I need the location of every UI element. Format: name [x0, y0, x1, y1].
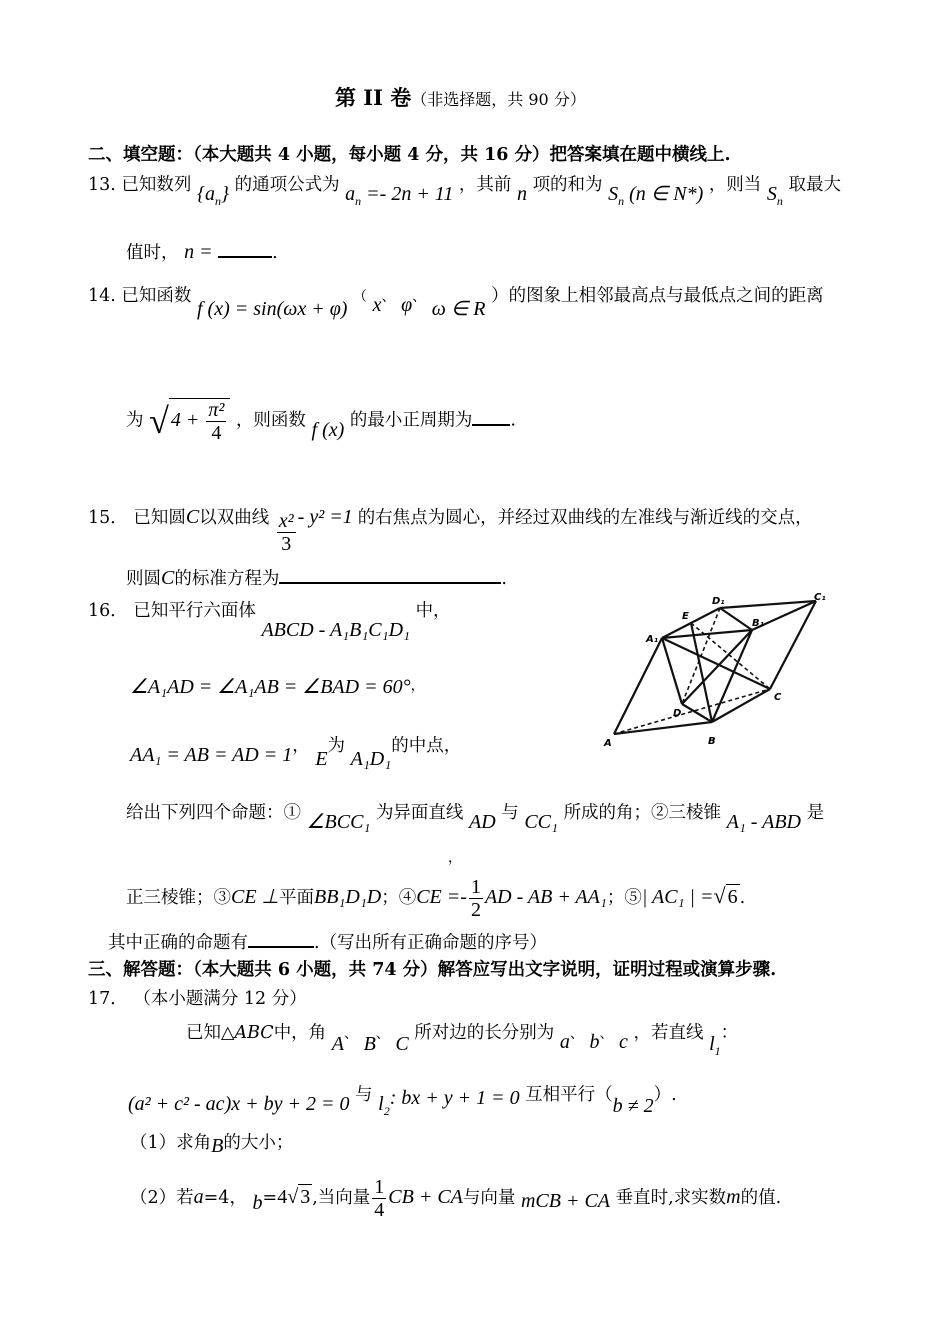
- q16-angles: ∠A₁AD = ∠A₁AB = ∠BAD = 60°: [130, 676, 411, 698]
- q13-text-3: ，其前: [458, 175, 512, 195]
- q15-number: 15．: [88, 508, 128, 529]
- q14-sqrt-a: 4 +: [170, 409, 200, 432]
- q14-sqrt-expression: √ 4 + $\frac{\text{π²}}{4}$: [149, 398, 230, 444]
- q16-frac-den: 2: [470, 899, 481, 921]
- label-b1: B₁: [752, 618, 765, 629]
- q17-part2-text-4: 与向量: [462, 1188, 516, 1208]
- q17-line2-text: 与: [355, 1085, 373, 1105]
- question-15-line-2: [126, 566, 507, 591]
- q17-part2-text-2: =4，: [203, 1188, 247, 1208]
- q17-text-2: 中，角: [273, 1023, 327, 1043]
- question-14-line-1: [88, 283, 824, 320]
- q16-tetrahedron: A₁ - ABD: [726, 811, 801, 833]
- q13-f1: {a: [197, 183, 215, 205]
- q16-line2-end: ，: [410, 679, 425, 694]
- q14-line2-text: 为: [126, 410, 144, 431]
- q13-f2-sub: n: [355, 194, 362, 208]
- q16-line4-text-4: 所成的角；②三棱锥: [563, 803, 722, 823]
- q17-part1-b: B: [211, 1135, 224, 1157]
- label-c: C: [774, 692, 782, 703]
- q16-plane-bb1d1d: BB₁D₁D: [313, 886, 382, 908]
- q16-formula-ac1: | AC₁ | =: [641, 886, 714, 908]
- q15-fraction: [277, 510, 296, 555]
- section-heading-solve: 三、解答题：（本大题共 6 小题，共 74 分）解答应写出文字说明，证明过程或演算步骤.: [88, 960, 777, 980]
- label-a1: A₁: [646, 634, 659, 645]
- hidden-edge-d1-d: [682, 608, 720, 704]
- q16-text: 已知平行六面体: [133, 601, 256, 621]
- q13-f1-end: }: [221, 183, 229, 205]
- q16-line6-text: 其中正确的命题有: [108, 933, 248, 953]
- q16-line5-text-4: ；⑤: [606, 888, 642, 908]
- question-17-line-1: [186, 1020, 739, 1058]
- q13-text-4: 项的和为: [532, 175, 603, 195]
- q17-part2-text-6: 的值.: [740, 1188, 782, 1208]
- q16-answer-blank[interactable]: [248, 930, 314, 948]
- q13-formula-sn: [608, 183, 704, 208]
- q17-line2-text-2: 互相平行（: [525, 1085, 613, 1105]
- q13-f1-sub: n: [215, 194, 221, 208]
- q16-line4-text: 给出下列四个命题：①: [126, 803, 301, 823]
- q14-sep-1: 、: [381, 289, 396, 305]
- q17-l1: l: [709, 1033, 715, 1055]
- q17-sep-1: 、: [343, 1026, 358, 1042]
- q14-formula-f: f (x) = sin(ωx + φ): [197, 298, 348, 320]
- q17-line-l1: [709, 1033, 721, 1058]
- q17-l2-sub: 2: [383, 1104, 390, 1118]
- q17-text-4: ，若直线: [633, 1023, 704, 1043]
- q16-formula-vectors: AD - AB + AA₁: [484, 886, 607, 908]
- q14-line2-formula: f (x): [311, 418, 345, 441]
- question-17-header: [88, 987, 307, 1011]
- q17-part2-four: 4: [277, 1186, 288, 1208]
- q17-part2-a: a: [193, 1186, 204, 1208]
- q16-formula-ce-perp: CE ⊥: [231, 886, 279, 908]
- q16-text-2: 中，: [415, 601, 451, 621]
- q14-fraction: [206, 399, 226, 444]
- q17-formula-line2: : bx + y + 1 = 0: [389, 1087, 520, 1109]
- q16-line-cc1: CC₁: [524, 811, 558, 833]
- question-16-line-3: [130, 733, 462, 770]
- q16-point-e: E: [315, 748, 328, 770]
- page-title: [335, 86, 586, 112]
- label-d1: D₁: [712, 596, 725, 607]
- edge-a1-c: [662, 638, 770, 689]
- q17-text: 已知△: [186, 1023, 235, 1043]
- edge-c-c1: [770, 601, 816, 689]
- q13-line2-end: .: [272, 243, 278, 263]
- q13-f4-rest: (n ∈ N*): [624, 183, 704, 205]
- q16-stray-comma: ，: [448, 850, 462, 866]
- edge-d-b: [682, 704, 712, 722]
- q14-line2-end: .: [510, 410, 516, 431]
- q13-text-6: 取最大: [788, 175, 841, 195]
- q17-sep-3: 、: [569, 1026, 584, 1042]
- q17-part1-text: （1）求角: [130, 1133, 212, 1153]
- q17-frac-den: 4: [374, 1199, 385, 1221]
- q17-score: （本小题满分 12 分）: [133, 989, 307, 1009]
- q16-formula-prism: ABCD - A₁B₁C₁D₁: [261, 619, 410, 641]
- q15-line2-end: .: [501, 569, 507, 589]
- q14-answer-blank[interactable]: [472, 408, 510, 426]
- q13-f2-rest: =- 2n + 11: [361, 183, 454, 205]
- question-13-line-1: [88, 172, 841, 208]
- q16-line6-text-2: .（写出所有正确命题的序号）: [314, 933, 548, 953]
- q15-text-2: 以双曲线: [199, 508, 270, 529]
- q13-line2-formula: n =: [184, 241, 213, 263]
- q13-text-2: 的通项公式为: [234, 175, 340, 195]
- q17-part2-m: m: [726, 1186, 741, 1208]
- q16-line3-text-2: 的中点，: [391, 736, 462, 756]
- question-16-line-5: 正三棱锥；③CE ⊥平面BB₁D₁D；④CE =- $\frac{1}{2}$ AD - AB + AA₁；⑤| AC₁ | =√ 6 .: [126, 876, 746, 921]
- q16-line5-text: 正三棱锥；③: [126, 888, 231, 908]
- q17-l1-sub: 1: [714, 1044, 721, 1058]
- q13-text-5: ，则当: [708, 175, 762, 195]
- q16-line4-text-2: 为异面直线: [375, 803, 464, 823]
- q14-paren-open: （: [353, 289, 368, 305]
- q17-text-5: ：: [720, 1023, 739, 1043]
- q13-f5-sub: n: [776, 194, 783, 208]
- edge-a1-d: [662, 638, 682, 704]
- q13-f2: a: [345, 183, 356, 205]
- q15-line2-text: 则圆: [126, 569, 161, 589]
- hidden-edge-a-c: [614, 689, 770, 734]
- q17-line2-text-3: ）.: [653, 1085, 677, 1105]
- title-sub: （非选择题，共 90 分）: [411, 90, 586, 109]
- q13-answer-blank[interactable]: [218, 240, 272, 258]
- edge-a-b: [614, 722, 712, 734]
- q17-part2-text-3: ,当向量: [312, 1188, 371, 1208]
- q17-side-c: c: [619, 1031, 628, 1053]
- q16-line4-text-5: 是: [806, 803, 825, 823]
- label-c1: C₁: [814, 592, 826, 603]
- question-15-line-1: [88, 496, 813, 555]
- question-17-line-2: [128, 1082, 677, 1118]
- q17-sep-4: 、: [599, 1026, 614, 1042]
- q17-triangle: ABC: [234, 1023, 274, 1043]
- q16-formula-ce: CE =-: [416, 886, 467, 908]
- q17-vector-1: CB + CA: [388, 1186, 463, 1208]
- q16-frac-num: 1: [470, 876, 481, 898]
- q17-part2-eq: =: [262, 1188, 278, 1208]
- edge-b1-d: [682, 630, 752, 704]
- q15-frac-den: 3: [281, 533, 292, 555]
- q15-circle-c-2: C: [161, 567, 175, 589]
- q15-text: 已知圆: [133, 508, 186, 529]
- section-heading-fill-in: 二、填空题：（本大题共 4 小题，每小题 4 分，共 16 分）把答案填在题中横线上.: [88, 145, 731, 165]
- q17-angle-c: C: [395, 1033, 409, 1055]
- q13-formula-sequence: [197, 183, 229, 208]
- q13-formula-sn-2: [766, 183, 783, 208]
- question-16-line-4: [126, 800, 825, 833]
- q17-vector-2: mCB + CA: [520, 1190, 611, 1212]
- question-16-line-2: [130, 675, 425, 699]
- q16-line5-text-2: 平面: [278, 888, 314, 908]
- title-main: 第 II 卷: [335, 85, 412, 110]
- question-16-line-6: [108, 930, 547, 955]
- q15-hyperbola: [275, 506, 358, 555]
- q16-line5-end: .: [739, 888, 746, 908]
- q13-number: 13.: [88, 175, 116, 195]
- q17-l2: l: [378, 1093, 384, 1115]
- edge-a-a1: [614, 638, 662, 734]
- q17-part2-b: b: [252, 1192, 263, 1214]
- q15-text-3: 的右焦点为圆心，并经过双曲线的左准线与渐近线的交点，: [357, 508, 813, 529]
- question-17-part-2: （2）若a=4， b=4√ 3 ,当向量 $\frac{1}{4}$ CB + CA与向量 mCB + CA 垂直时,求实数m的值.: [130, 1176, 782, 1221]
- q14-number: 14.: [88, 286, 116, 306]
- q14-formula-phi: φ: [401, 294, 413, 316]
- q14-formula-omega: ω ∈ R: [431, 298, 486, 320]
- q17-side-a: a: [559, 1031, 570, 1053]
- q17-formula-b-ne-2: b ≠ 2: [612, 1095, 654, 1117]
- q17-side-b: b: [589, 1031, 600, 1053]
- q17-frac-num: 1: [374, 1176, 385, 1198]
- q14-line2-text-2: ，则函数: [235, 410, 306, 431]
- q17-part2-sqrt3: 3: [300, 1186, 311, 1208]
- question-16-line-1: [88, 598, 451, 641]
- q16-line4-text-3: 与: [501, 803, 519, 823]
- edge-b-b1: [712, 630, 752, 722]
- q14-frac-num: π²: [208, 399, 225, 421]
- q13-f5: S: [766, 183, 777, 205]
- q16-angle-bcc1: ∠BCC₁: [306, 811, 371, 833]
- q14-text-2: ）的图象上相邻最高点与最低点之间的距离: [491, 286, 824, 306]
- q14-frac-den: 4: [211, 422, 222, 444]
- q17-number: 17．: [88, 989, 128, 1009]
- q17-formula-line1: (a² + c² - ac)x + by + 2 = 0: [128, 1093, 350, 1115]
- label-b: B: [708, 736, 716, 747]
- label-a: A: [604, 738, 612, 749]
- q13-f4-sub: n: [618, 194, 625, 208]
- question-17-part-1: [130, 1130, 293, 1155]
- q14-sep-2: 、: [412, 289, 427, 305]
- q17-angle-a: A: [331, 1033, 344, 1055]
- q15-answer-blank[interactable]: [279, 566, 501, 584]
- q17-angle-b: B: [363, 1033, 376, 1055]
- label-e: E: [682, 611, 689, 622]
- q13-line2-text: 值时，: [126, 243, 179, 263]
- q17-sep-2: 、: [375, 1026, 390, 1042]
- q14-text: 已知函数: [121, 286, 192, 306]
- edge-b-c: [712, 689, 770, 722]
- edge-d1-b1-inner: [720, 608, 752, 630]
- q14-line2-text-3: 的最小正周期为: [349, 410, 473, 431]
- label-d: D: [673, 708, 682, 719]
- q15-circle-c: C: [185, 506, 200, 529]
- question-14-line-2: [126, 398, 516, 444]
- q16-segment-a1d1: A₁D₁: [350, 748, 392, 770]
- q16-line3-comma: ，: [292, 736, 310, 756]
- q15-line2-text-2: 的标准方程为: [174, 569, 280, 589]
- parallelepiped-figure: [602, 592, 838, 752]
- q14-sqrt-body: [169, 398, 231, 444]
- q17-fraction: [372, 1176, 386, 1221]
- q17-line-l2: [378, 1093, 390, 1118]
- q13-formula-n: n: [516, 183, 527, 205]
- q17-part2-text-5: 垂直时,求实数: [615, 1188, 727, 1208]
- q15-frac-num: x²: [278, 510, 294, 532]
- q15-formula-rest: - y² =1: [297, 506, 353, 529]
- q14-formula-x: x: [372, 294, 382, 316]
- q13-f4: S: [608, 183, 619, 205]
- q16-line3-text: 为: [327, 736, 346, 756]
- q17-part1-text-2: 的大小；: [223, 1133, 294, 1153]
- q16-sqrt-6: 6: [727, 886, 738, 908]
- q16-number: 16．: [88, 601, 128, 621]
- question-13-line-2: [126, 240, 278, 265]
- q17-text-3: 所对边的长分别为: [414, 1023, 555, 1043]
- q17-part2-text: （2）若: [130, 1188, 194, 1208]
- q13-formula-an: [345, 183, 454, 208]
- q13-text: 已知数列: [121, 175, 192, 195]
- q16-fraction: [469, 876, 483, 921]
- q16-line-ad: AD: [469, 811, 496, 833]
- q16-line5-text-3: ；④: [381, 888, 417, 908]
- q16-lengths: AA₁ = AB = AD = 1: [130, 744, 293, 766]
